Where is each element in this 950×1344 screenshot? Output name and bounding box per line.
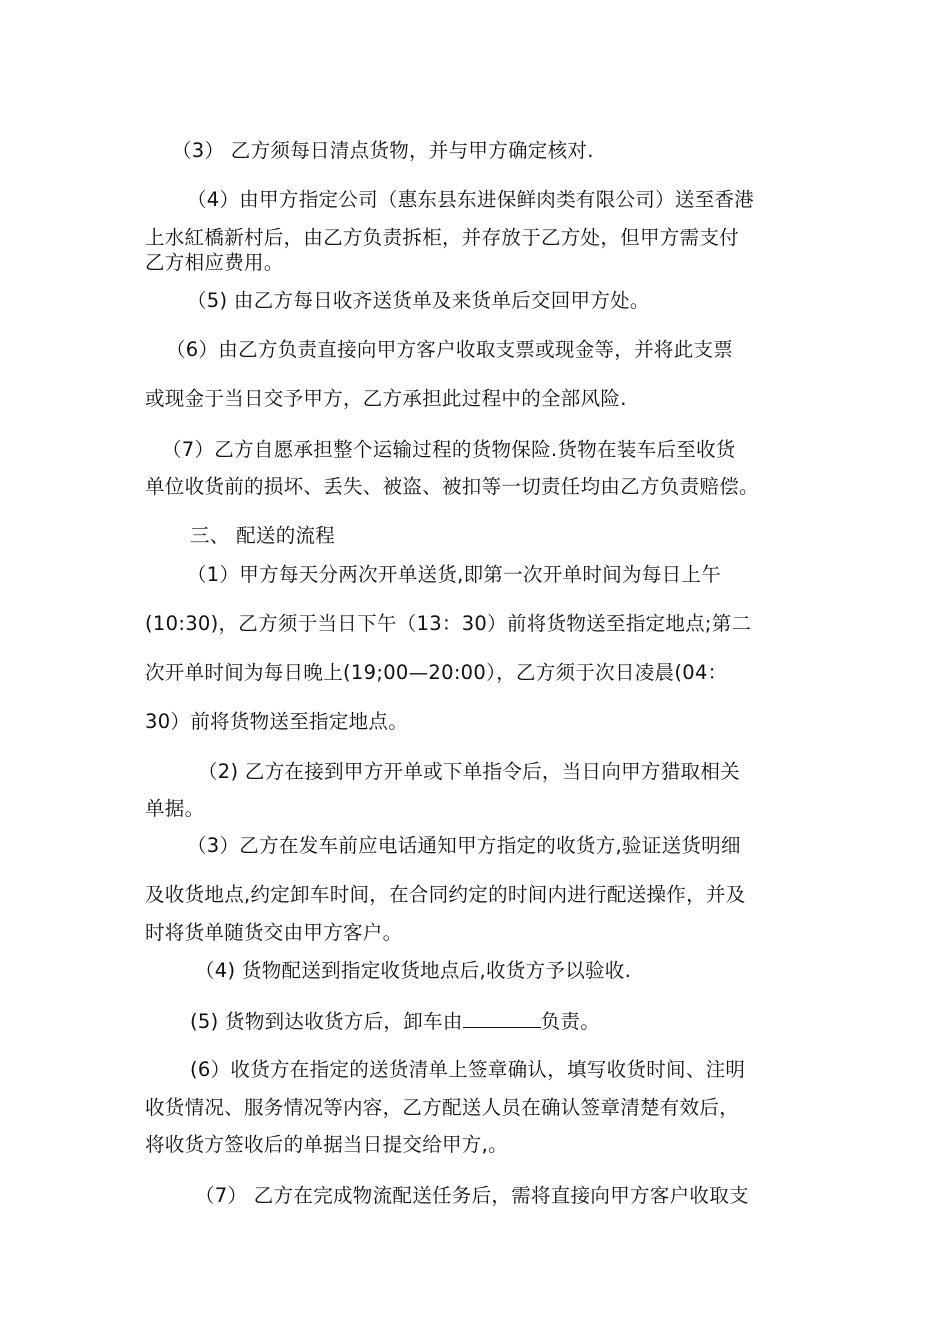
flow-1-line-3: 次开单时间为每日晚上(19;00—20:00），乙方须于次日凌晨(04： bbox=[145, 661, 728, 684]
flow-7-line-1: （7） 乙方在完成物流配送任务后，需将直接向甲方客户收取支 bbox=[195, 1184, 749, 1207]
clause-6-line-1: （6）由乙方负责直接向甲方客户收取支票或现金等，并将此支票 bbox=[166, 338, 734, 361]
flow-6-line-2: 收货情况、服务情况等内容，乙方配送人员在确认签章清楚有效后， bbox=[145, 1096, 740, 1119]
clause-6-line-2: 或现金于当日交予甲方，乙方承担此过程中的全部风险. bbox=[145, 387, 627, 410]
flow-1-line-4: 30）前将货物送至指定地点。 bbox=[145, 710, 409, 733]
flow-2-line-1: （2) 乙方在接到甲方开单或下单指令后，当日向甲方猎取相关 bbox=[198, 760, 740, 783]
flow-3-line-1: （3）乙方在发车前应电话通知甲方指定的收货方,验证送货明细 bbox=[187, 834, 741, 857]
clause-4-line-2: 上水紅橋新村后，由乙方负责拆柜，并存放于乙方处，但甲方需支付 bbox=[145, 226, 740, 249]
flow-2-line-2: 单据。 bbox=[145, 797, 205, 820]
clause-7-line-1: （7）乙方自愿承担整个运输过程的货物保险.货物在装车后至收货 bbox=[162, 438, 736, 461]
flow-5-line bbox=[190, 1009, 600, 1035]
flow-4-line: （4) 货物配送到指定收货地点后,收货方予以验收. bbox=[195, 959, 632, 982]
clause-3-daily-check: （3） 乙方须每日清点货物，并与甲方确定核对. bbox=[172, 139, 594, 162]
flow-3-line-2: 及收货地点,约定卸车时间，在合同约定的时间内进行配送操作，并及 bbox=[145, 883, 746, 906]
clause-5-line: （5) 由乙方每日收齐送货单及来货单后交回甲方处。 bbox=[187, 289, 650, 312]
flow-1-line-2: (10:30)，乙方须于当日下午（13：30）前将货物送至指定地点;第二 bbox=[145, 612, 752, 635]
section-3-heading: 三、 配送的流程 bbox=[190, 524, 336, 547]
flow-5-suffix: 负责。 bbox=[540, 1010, 601, 1033]
flow-6-line-3: 将收货方签收后的单据当日提交给甲方,。 bbox=[145, 1133, 508, 1156]
fill-in-blank bbox=[463, 1009, 541, 1028]
clause-7-line-2: 单位收货前的损坏、丢失、被盗、被扣等一切责任均由乙方负责赔偿。 bbox=[145, 475, 759, 498]
flow-5-text: (5) 货物到达收货方后，卸车由 bbox=[190, 1010, 463, 1033]
flow-3-line-3: 时将货单随货交由甲方客户。 bbox=[145, 921, 403, 944]
clause-4-line-3: 乙方相应费用。 bbox=[145, 251, 284, 274]
clause-4-line-1: （4）由甲方指定公司（惠东县东进保鲜肉类有限公司）送至香港 bbox=[187, 188, 755, 211]
flow-1-line-1: （1）甲方每天分两次开单送货,即第一次开单时间为每日上午 bbox=[187, 563, 722, 586]
flow-6-line-1: (6）收货方在指定的送货清单上签章确认，填写收货时间、注明 bbox=[190, 1058, 746, 1081]
